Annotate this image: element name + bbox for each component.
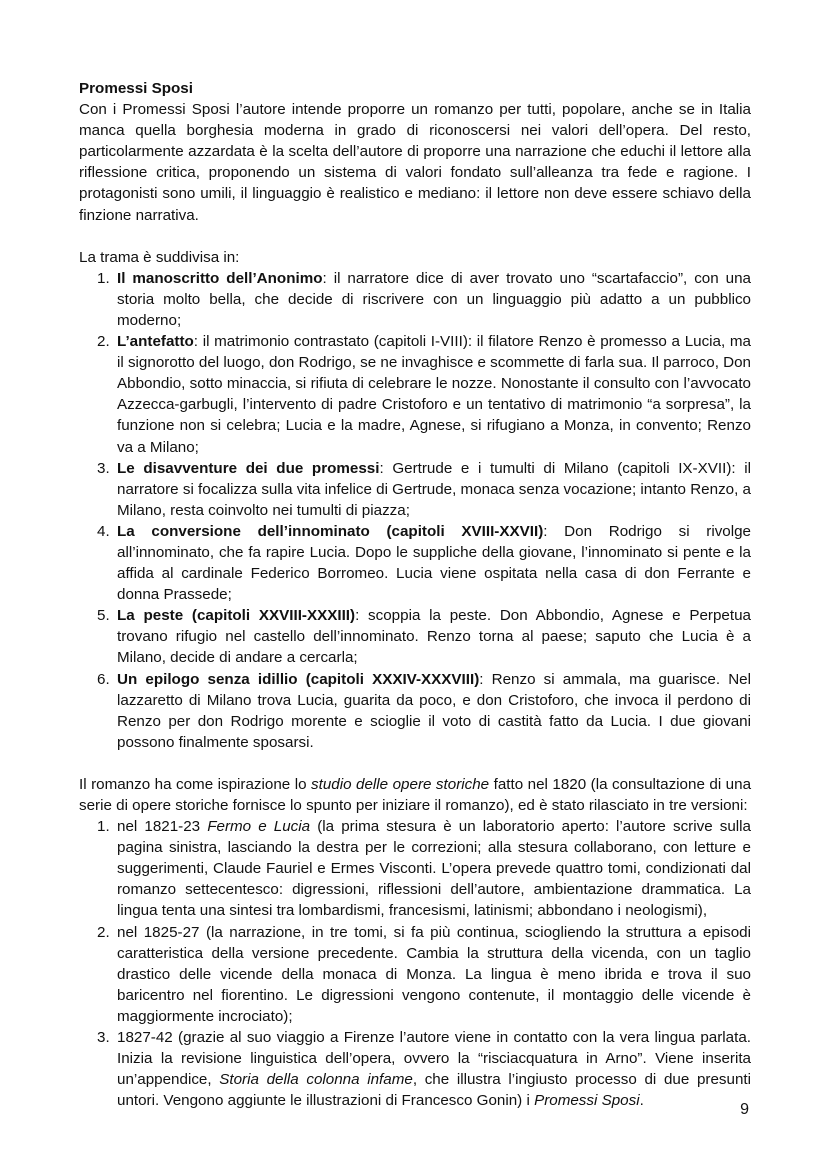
plot-item: 2. L’antefatto: il matrimonio contrastato (capitoli I-VIII): il filatore Renzo è promesso a Lucia, ma il signorotto del luogo, don Rodrigo, se ne invaghisce e scommette di farla sua. Il parroco, Don Abbondio, sotto minaccia, si rifiuta di celebrare le nozze. Nonostante il consulto con l’avvocato Azzecca-garbugli, l’intervento di padre Cristoforo e un tentativo di matrimonio “a sorpresa”, la funzione non si celebra; Lucia e la madre, Agnese, si rifugiano a Monza, in convento; Renzo va a Milano; [97,333,752,456]
plot-item: 3. Le disavventure dei due promessi: Gertrude e i tumulti di Milano (capitoli IX-XVII): il narratore si focalizza sulla vita infelice di Gertrude, monaca senza vocazione; intanto Renzo, a Milano, resta coinvolto nei tumulti di piazza; [97,459,751,519]
plot-intro: La trama è suddivisa in: [79,248,240,266]
plot-item: 5. La peste (capitoli XXVIII-XXXIII): scoppia la peste. Don Abbondio, Agnese e Perpetua trovano rifugio nel castello dell’innominato. Renzo torna al paese; saputo che Lucia è a Milano, decide di andare a cercarla; [97,607,751,667]
versions-intro: Il romanzo ha come ispirazione lo studio delle opere storiche fatto nel 1820 (la consultazione di una serie di opere storiche fornisce lo spunto per iniziare il romanzo), ed è stato rilasciato in tre versioni: [79,775,752,814]
plot-item: 1. Il manoscritto dell’Anonimo: il narratore dice di aver trovato uno “scartafaccio”, con una storia molto bella, che decide di riscrivere con un linguaggio più adatto a un pubblico moderno; [97,269,752,329]
section-title: Promessi Sposi [79,80,193,97]
versions-list [79,816,751,1111]
intro-paragraph: Con i Promessi Sposi l’autore intende proporre un romanzo per tutti, popolare, anche se in Italia manca quella borghesia moderna in grado di riconoscersi nei valori dell’opera. Del resto, particolarmente azzardata è la scelta dell’autore di proporre una narrazione che educhi il lettore alla riflessione critica, proponendo un sistema di valori fondato sull’alleanza tra fede e ragione. I protagonisti sono umili, il linguaggio è realistico e mediano: il lettore non deve essere schiavo della finzione narrativa. [79,101,751,224]
plot-item: 6. Un epilogo senza idillio (capitoli XXXIV-XXXVIII): Renzo si ammala, ma guarisce. Nel lazzaretto di Milano trova Lucia, guarita da poco, e don Cristoforo, che invoca il perdono di Renzo per don Rodrigo morente e scioglie il voto di castità fatto da Lucia. I due giovani possono finalmente sposarsi. [97,670,751,751]
version-item: 3. 1827-42 (grazie al suo viaggio a Firenze l’autore viene in contatto con la vera lingua parlata. Inizia la revisione linguistica dell’opera, ovvero la “risciacquatura in Arno”. Viene inserita un’appendice, Storia della colonna infame, che illustra l’ingiusto processo di due presunti untori. Vengono aggiunte le illustrazioni di Francesco Gonin) i Promessi Sposi. [97,1029,751,1110]
version-item: 1. nel 1821-23 Fermo e Lucia (la prima stesura è un laboratorio aperto: l’autore scrive sulla pagina sinistra, lasciando la destra per le correzioni; alla stesura collaborano, con letture e suggerimenti, Claude Fauriel e Ermes Visconti. L’opera prevede quattro tomi, condizionati dal romanzo settecentesco: digressioni, riflessioni dell’autore, ambientazione drammatica. La lingua tenta una sintesi tra lombardismi, francesismi, latinismi; abbondano i neologismi), [97,818,751,920]
page-number: 9 [740,1101,749,1118]
plot-item: 4. La conversione dell’innominato (capitoli XVIII-XXVII): Don Rodrigo si rivolge all’innominato, che fa rapire Lucia. Dopo le suppliche della giovane, l’innominato si pente e la affida al cardinale Federico Borromeo. Lucia viene ospitata nella casa di don Ferrante e donna Prassede; [97,522,752,604]
plot-list [79,268,751,753]
document-body [79,78,751,1111]
version-item: 2. nel 1825-27 (la narrazione, in tre tomi, si fa più continua, sciogliendo la struttura a episodi caratteristica della versione precedente. Cambia la struttura della vicenda, con un taglio drastico delle vicende della monaca di Monza. La lingua è meno ibrida e trova il suo baricentro nel fiorentino. Le digressioni vengono contenute, il montaggio delle vicende è maggiormente incrociato); [97,923,751,1025]
